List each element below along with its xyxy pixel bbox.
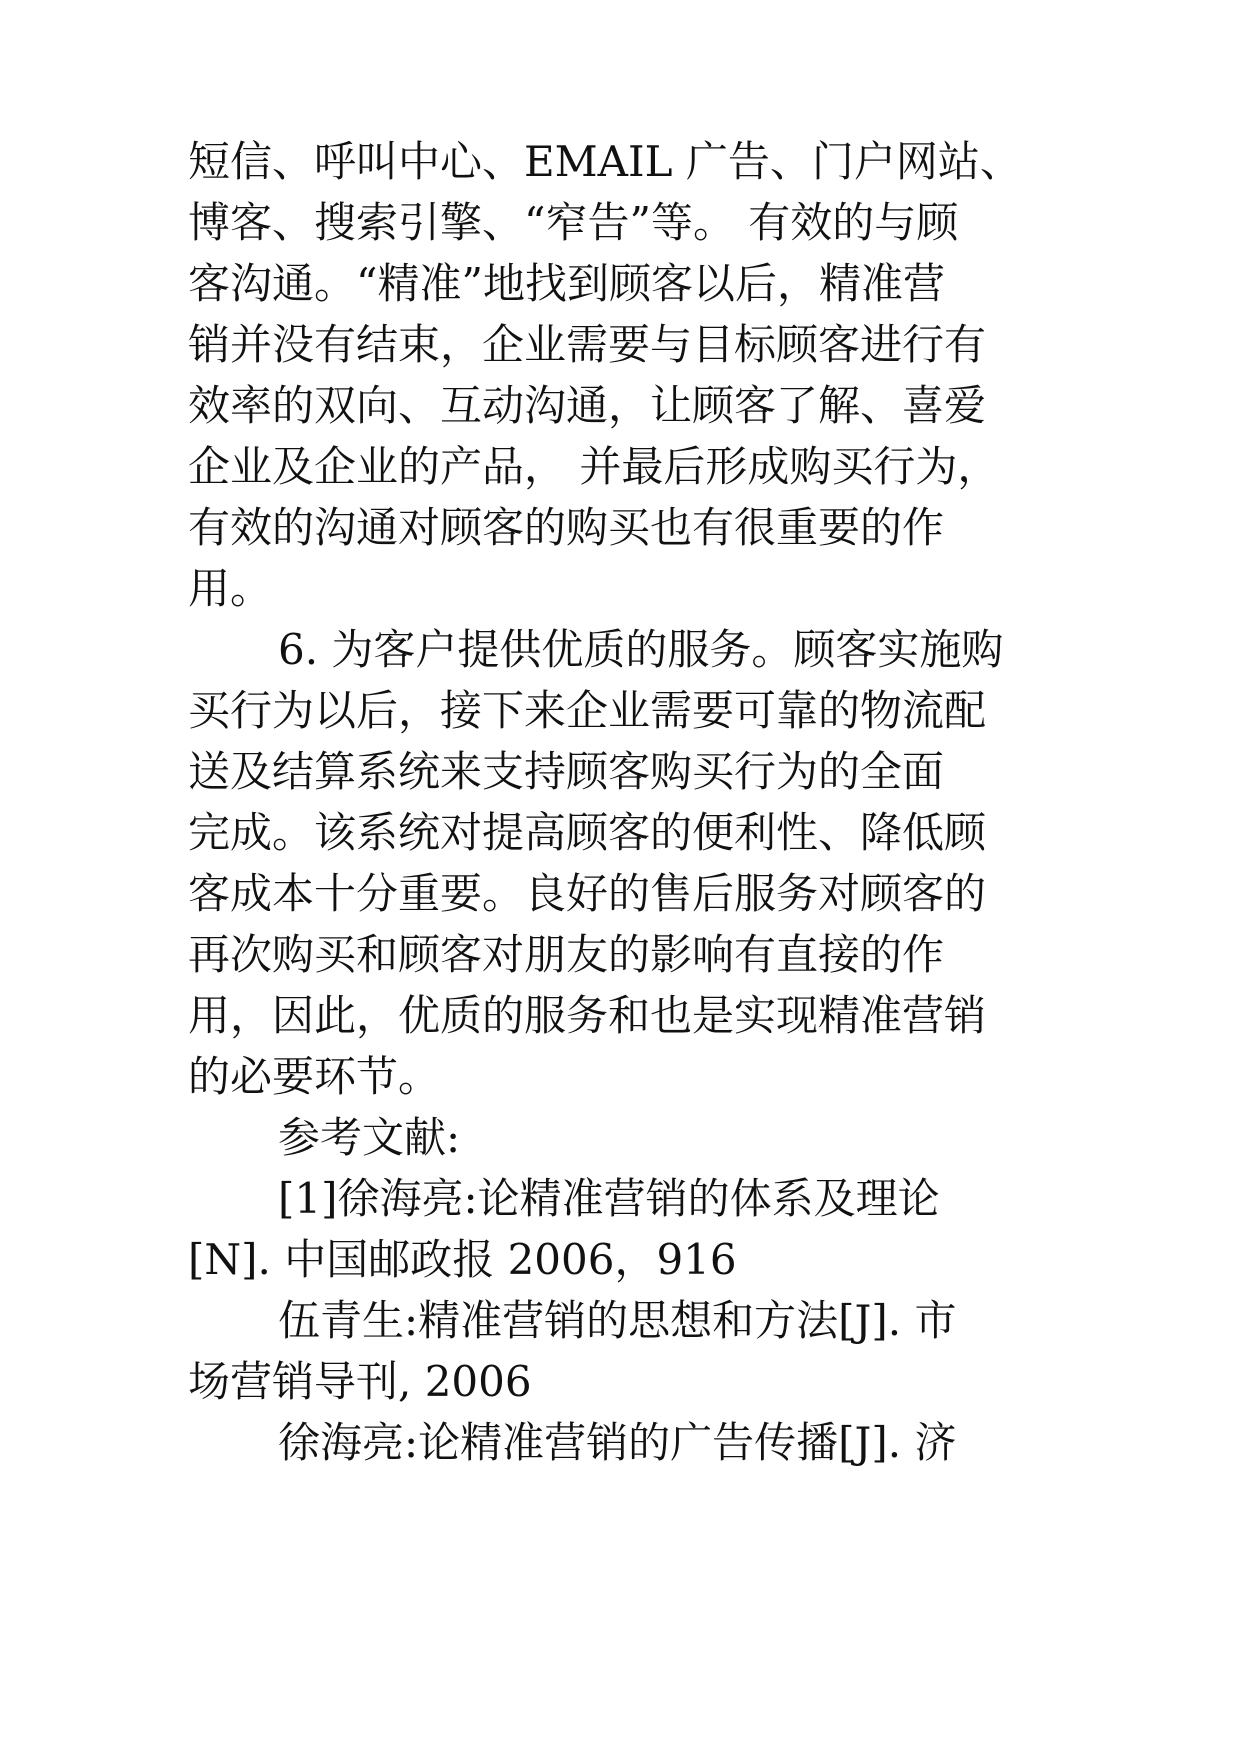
text-line: 销并没有结束，企业需要与目标顾客进行有 [188, 320, 987, 369]
text-line: 博客、搜索引擎、“窄告”等。 有效的与顾 [188, 198, 959, 247]
text-line: 送及结算系统来支持顾客购买行为的全面 [188, 747, 945, 796]
text-line: 企业及企业的产品， 并最后形成购买行为， [188, 442, 1000, 491]
text-line: 用，因此，优质的服务和也是实现精准营销 [188, 991, 987, 1040]
text-line: 用。 [188, 564, 273, 613]
references-heading: 参考文献: [278, 1113, 461, 1162]
text-line: 完成。该系统对提高顾客的便利性、降低顾 [188, 808, 987, 857]
text-line: 客沟通。“精准”地找到顾客以后，精准营 [188, 259, 945, 308]
reference-item-continuation: [N]. 中国邮政报 2006，916 [188, 1235, 737, 1284]
text-line: 效率的双向、互动沟通，让顾客了解、喜爱 [188, 381, 987, 430]
reference-item: [1]徐海亮:论精准营销的体系及理论 [278, 1174, 940, 1223]
text-line: 的必要环节。 [188, 1052, 441, 1101]
text-line: 再次购买和顾客对朋友的影响有直接的作 [188, 930, 945, 979]
text-line: 短信、呼叫中心、EMAIL 广告、门户网站、 [188, 137, 1022, 186]
reference-item: 徐海亮:论精准营销的广告传播[J]. 济 [278, 1418, 957, 1467]
reference-item: 伍青生:精准营销的思想和方法[J]. 市 [278, 1296, 957, 1345]
text-line: 有效的沟通对顾客的购买也有很重要的作 [188, 503, 945, 552]
section-heading: 6. 为客户提供优质的服务。顾客实施购 [278, 625, 1004, 674]
text-line: 客成本十分重要。良好的售后服务对顾客的 [188, 869, 987, 918]
text-line: 买行为以后，接下来企业需要可靠的物流配 [188, 686, 987, 735]
reference-item-continuation: 场营销导刊, 2006 [188, 1357, 532, 1406]
